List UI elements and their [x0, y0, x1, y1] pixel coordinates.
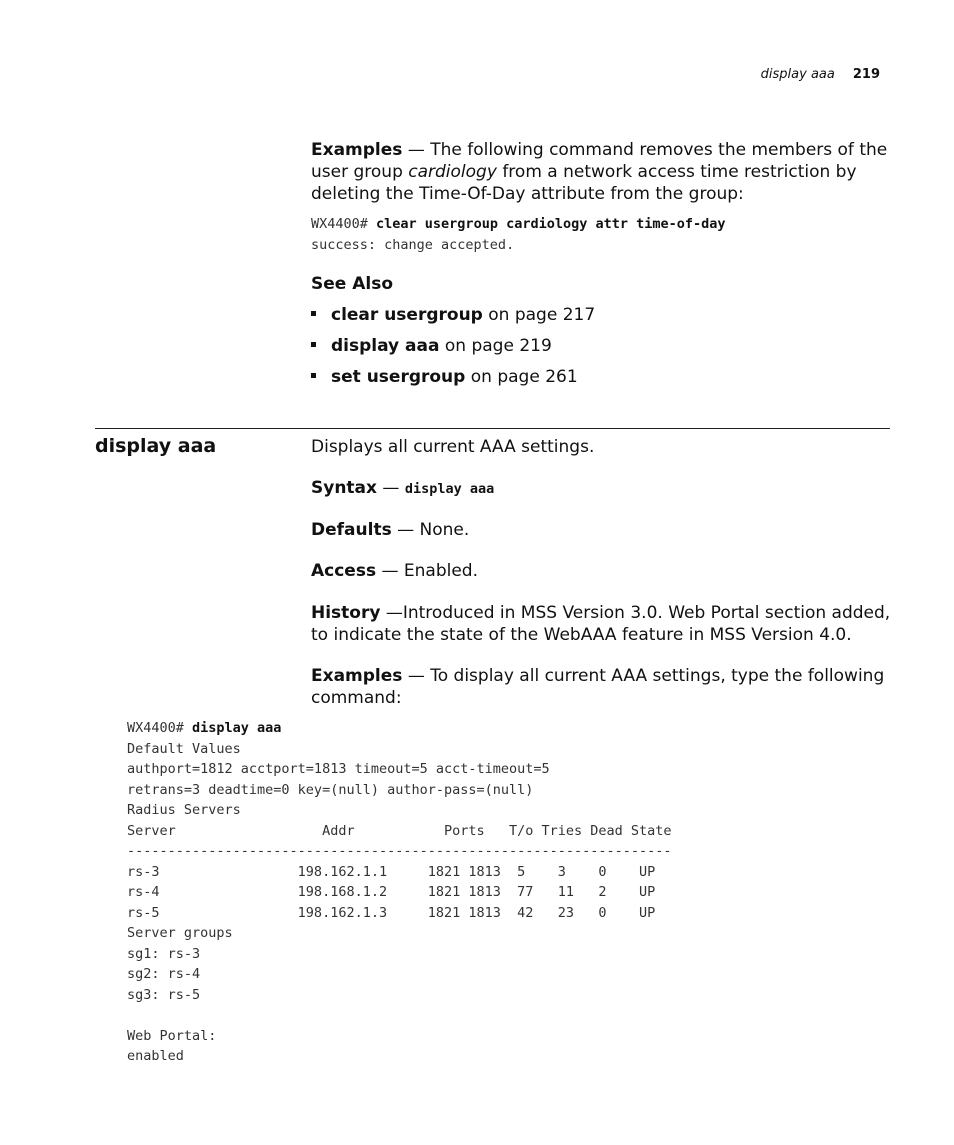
defaults-label: Defaults — [311, 520, 392, 540]
running-header — [761, 67, 880, 82]
history-label: History — [311, 603, 381, 623]
code-line: authport=1812 acctport=1813 timeout=5 acct-timeout=5 — [127, 761, 550, 777]
code-line: sg2: rs-4 — [127, 966, 201, 982]
code-line: Server Addr Ports T/o Tries Dead State — [127, 822, 672, 839]
see-also-heading: See Also — [311, 274, 394, 294]
syntax-command: display aaa — [404, 481, 495, 497]
see-also-ref: on page 219 — [439, 336, 552, 356]
examples2-label: Examples — [311, 666, 403, 686]
access-text: — Enabled. — [376, 561, 478, 581]
code-line: ------------------------------------------------------------------- — [127, 843, 672, 859]
code-line: sg3: rs-5 — [127, 986, 201, 1003]
examples-text-1: — The following command removes the members of the user group — [311, 140, 888, 182]
code-prompt: WX4400# — [311, 216, 377, 232]
access-label: Access — [311, 561, 377, 581]
code-line: sg1: rs-3 — [127, 945, 201, 962]
code-line: rs-3 198.162.1.1 1821 1813 5 3 0 UP — [127, 863, 656, 880]
see-also-link[interactable]: clear usergroup — [331, 305, 483, 325]
code-line: Default Values — [127, 740, 241, 757]
see-also-item[interactable] — [311, 305, 595, 325]
code-line: Radius Servers — [127, 802, 241, 818]
see-also-item[interactable] — [311, 367, 578, 387]
examples-group-name: cardiology — [408, 162, 497, 182]
see-also-ref: on page 261 — [465, 367, 578, 387]
header-section: display aaa — [760, 67, 835, 82]
examples2-text: — To display all current AAA settings, type the following command: — [311, 666, 885, 708]
examples-label: Examples — [311, 140, 403, 160]
defaults-line — [311, 519, 891, 541]
examples2-paragraph — [311, 665, 891, 709]
code-line: rs-5 198.162.1.3 1821 1813 42 23 0 UP — [127, 904, 656, 921]
syntax-line — [311, 477, 891, 500]
history-paragraph — [311, 602, 891, 646]
syntax-label: Syntax — [311, 478, 377, 498]
code-line: enabled — [127, 1048, 184, 1064]
code-line: Web Portal: — [127, 1027, 217, 1044]
access-line — [311, 560, 891, 582]
code-line: retrans=3 deadtime=0 key=(null) author-pass=(null) — [127, 781, 534, 798]
code-prompt: WX4400# — [127, 720, 193, 736]
display-aaa-output — [127, 718, 672, 1067]
code-command: clear usergroup cardiology attr time-of-day — [376, 216, 726, 232]
examples-paragraph — [311, 139, 891, 205]
code-output: success: change accepted. — [311, 236, 515, 253]
defaults-text: — None. — [391, 520, 470, 540]
section-title: display aaa — [95, 435, 217, 457]
bullet-icon — [311, 311, 316, 316]
example-code-1 — [311, 214, 891, 255]
code-line: rs-4 198.168.1.2 1821 1813 77 11 2 UP — [127, 884, 656, 900]
code-command: display aaa — [192, 720, 282, 736]
section-divider — [95, 428, 890, 429]
see-also-link[interactable]: display aaa — [331, 336, 440, 356]
syntax-dash: — — [377, 478, 405, 498]
see-also-item[interactable] — [311, 336, 552, 356]
see-also-ref: on page 217 — [482, 305, 596, 325]
page-number: 219 — [852, 67, 880, 82]
examples-text-2: from a network access time restriction by deleting the Time-Of-Day attribute from the group: — [311, 162, 857, 204]
code-line: Server groups — [127, 925, 233, 941]
bullet-icon — [311, 373, 316, 378]
section-description: Displays all current AAA settings. — [311, 437, 595, 457]
bullet-icon — [311, 342, 316, 347]
history-text: —Introduced in MSS Version 3.0. Web Portal section added, to indicate the state of the WebAAA feature in MSS Version 4.0. — [311, 603, 891, 645]
see-also-link[interactable]: set usergroup — [331, 367, 466, 387]
